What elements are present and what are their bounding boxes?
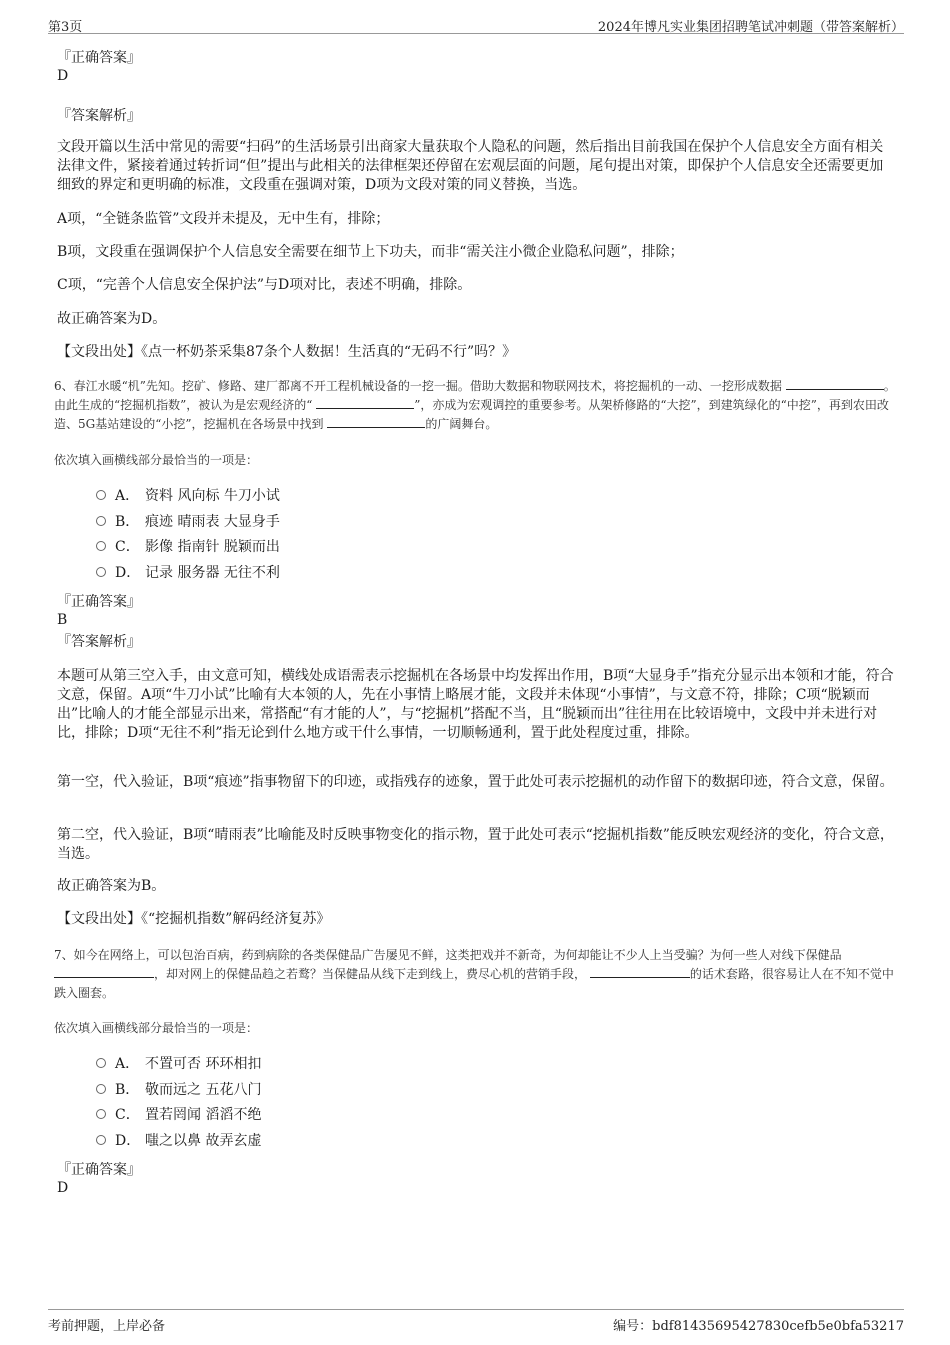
q6-stem: 6、春江水暖“机”先知。挖矿、修路、建厂都离不开工程机械设备的一挖一掘。借助大数据和物联网技术，将挖掘机的一动、一挖形成数据 。由此生成的“挖掘机指数”，被认为是宏观经济的“ ”，亦成为宏观调控的重要参考。从架桥修路的“大挖”，到建筑绿化的“中挖”，再到农田改造、5G基站建设的“小挖”，挖掘机在各场景中找到 的广阔舞台。 xyxy=(54,379,896,431)
q5-answer-label: 『正确答案』 xyxy=(57,50,141,66)
page-number: 第3页 xyxy=(48,20,83,35)
q6-option-b[interactable]: B． 痕迹 晴雨表 大显身手 xyxy=(96,512,280,532)
q6-source: 【文段出处】《“挖掘机指数”解码经济复苏》 xyxy=(57,911,331,927)
q7-stem: 7、如今在网络上，可以包治百病，药到病除的各类保健品广告屡见不鲜，这类把戏并不新奇，为何却能让不少人上当受骗？为何一些人对线下保健品 ，却对网上的保健品趋之若鹜？当保健品从线下走到线上，费尽心机的营销手段， 的话术套路，很容易让人在不知不觉中跌入圈套。 xyxy=(54,948,894,1000)
q6-answer-label: 『正确答案』 xyxy=(57,594,141,610)
radio-icon[interactable] xyxy=(96,516,106,526)
page-header xyxy=(48,14,904,34)
q5-analysis-option-c: C项，“完善个人信息安全保护法”与D项对比，表述不明确，排除。 xyxy=(57,277,472,293)
q6-option-a[interactable]: A． 资料 风向标 牛刀小试 xyxy=(96,486,280,506)
page-footer xyxy=(48,1309,904,1335)
q7-option-a[interactable]: A． 不置可否 环环相扣 xyxy=(96,1054,261,1074)
q6-option-c[interactable]: C． 影像 指南针 脱颖而出 xyxy=(96,537,280,557)
q5-source: 【文段出处】《点一杯奶茶采集87条个人数据！生活真的“无码不行”吗？》 xyxy=(57,344,517,360)
document-title: 2024年博凡实业集团招聘笔试冲刺题（带答案解析） xyxy=(597,20,904,35)
q6-analysis-paragraph-3: 第二空，代入验证，B项“晴雨表”比喻能及时反映事物变化的指示物，置于此处可表示“挖掘机指数”能反映宏观经济的变化，符合文意，当选。 xyxy=(57,827,894,862)
q7-blank-1 xyxy=(54,966,154,978)
q5-analysis-label: 『答案解析』 xyxy=(57,108,141,124)
q7-option-c[interactable]: C． 置若罔闻 滔滔不绝 xyxy=(96,1105,261,1125)
q7-prompt: 依次填入画横线部分最恰当的一项是： xyxy=(54,1021,259,1035)
radio-icon[interactable] xyxy=(96,1109,106,1119)
q5-analysis-option-a: A项，“全链条监管”文段并未提及，无中生有，排除； xyxy=(57,211,390,227)
q7-option-d[interactable]: D． 嗤之以鼻 故弄玄虚 xyxy=(96,1131,261,1151)
q6-conclusion: 故正确答案为B。 xyxy=(57,878,166,894)
q5-analysis-option-b: B项，文段重在强调保护个人信息安全需要在细节上下功夫，而非“需关注小微企业隐私问题”，排除； xyxy=(57,244,684,260)
q6-prompt: 依次填入画横线部分最恰当的一项是： xyxy=(54,453,259,467)
q5-conclusion: 故正确答案为D。 xyxy=(57,311,167,327)
footer-serial: 编号：bdf81435695427830cefb5e0bfa53217 xyxy=(613,1319,904,1334)
q6-option-d[interactable]: D． 记录 服务器 无往不利 xyxy=(96,563,280,583)
radio-icon[interactable] xyxy=(96,1084,106,1094)
radio-icon[interactable] xyxy=(96,1058,106,1068)
q6-answer: B xyxy=(57,612,68,628)
q5-analysis-paragraph: 文段开篇以生活中常见的需要“扫码”的生活场景引出商家大量获取个人隐私的问题，然后指出目前我国在保护个人信息安全方面有相关法律文件，紧接着通过转折词“但”提出与此相关的法律框架还停留在宏观层面的问题，尾句提出对策，即保护个人信息安全还需要更加细致的界定和更明确的标准，文段重在强调对策，D项为文段对策的同义替换，当选。 xyxy=(57,139,884,193)
q7-answer: D xyxy=(57,1180,69,1196)
q6-analysis-label: 『答案解析』 xyxy=(57,634,141,650)
q7-option-b[interactable]: B． 敬而远之 五花八门 xyxy=(96,1080,261,1100)
q6-blank-2 xyxy=(316,397,414,409)
q7-answer-label: 『正确答案』 xyxy=(57,1162,141,1178)
q6-blank-1 xyxy=(786,378,884,390)
footer-slogan: 考前押题，上岸必备 xyxy=(48,1319,166,1334)
radio-icon[interactable] xyxy=(96,567,106,577)
q6-analysis-paragraph-2: 第一空，代入验证，B项“痕迹”指事物留下的印迹，或指残存的迹象，置于此处可表示挖掘机的动作留下的数据印迹，符合文意，保留。 xyxy=(57,774,894,790)
q5-answer: D xyxy=(57,68,69,84)
radio-icon[interactable] xyxy=(96,1135,106,1145)
q7-blank-2 xyxy=(590,966,690,978)
radio-icon[interactable] xyxy=(96,490,106,500)
radio-icon[interactable] xyxy=(96,541,106,551)
q6-blank-3 xyxy=(327,416,425,428)
q6-analysis-paragraph-1: 本题可从第三空入手，由文意可知，横线处成语需表示挖掘机在各场景中均发挥出作用，B项“大显身手”指充分显示出本领和才能，符合文意，保留。A项“牛刀小试”比喻有大本领的人，先在小事情上略展才能，文段并未体现“小事情”，与文意不符，排除；C项“脱颖而出”比喻人的才能全部显示出来，常搭配“有才能的人”，与“挖掘机”搭配不当，且“脱颖而出”往往用在比较语境中，文段中并未进行对比，排除；D项“无往不利”指无论到什么地方或干什么事情，一切顺畅通利，置于此处程度过重，排除。 xyxy=(57,668,894,741)
